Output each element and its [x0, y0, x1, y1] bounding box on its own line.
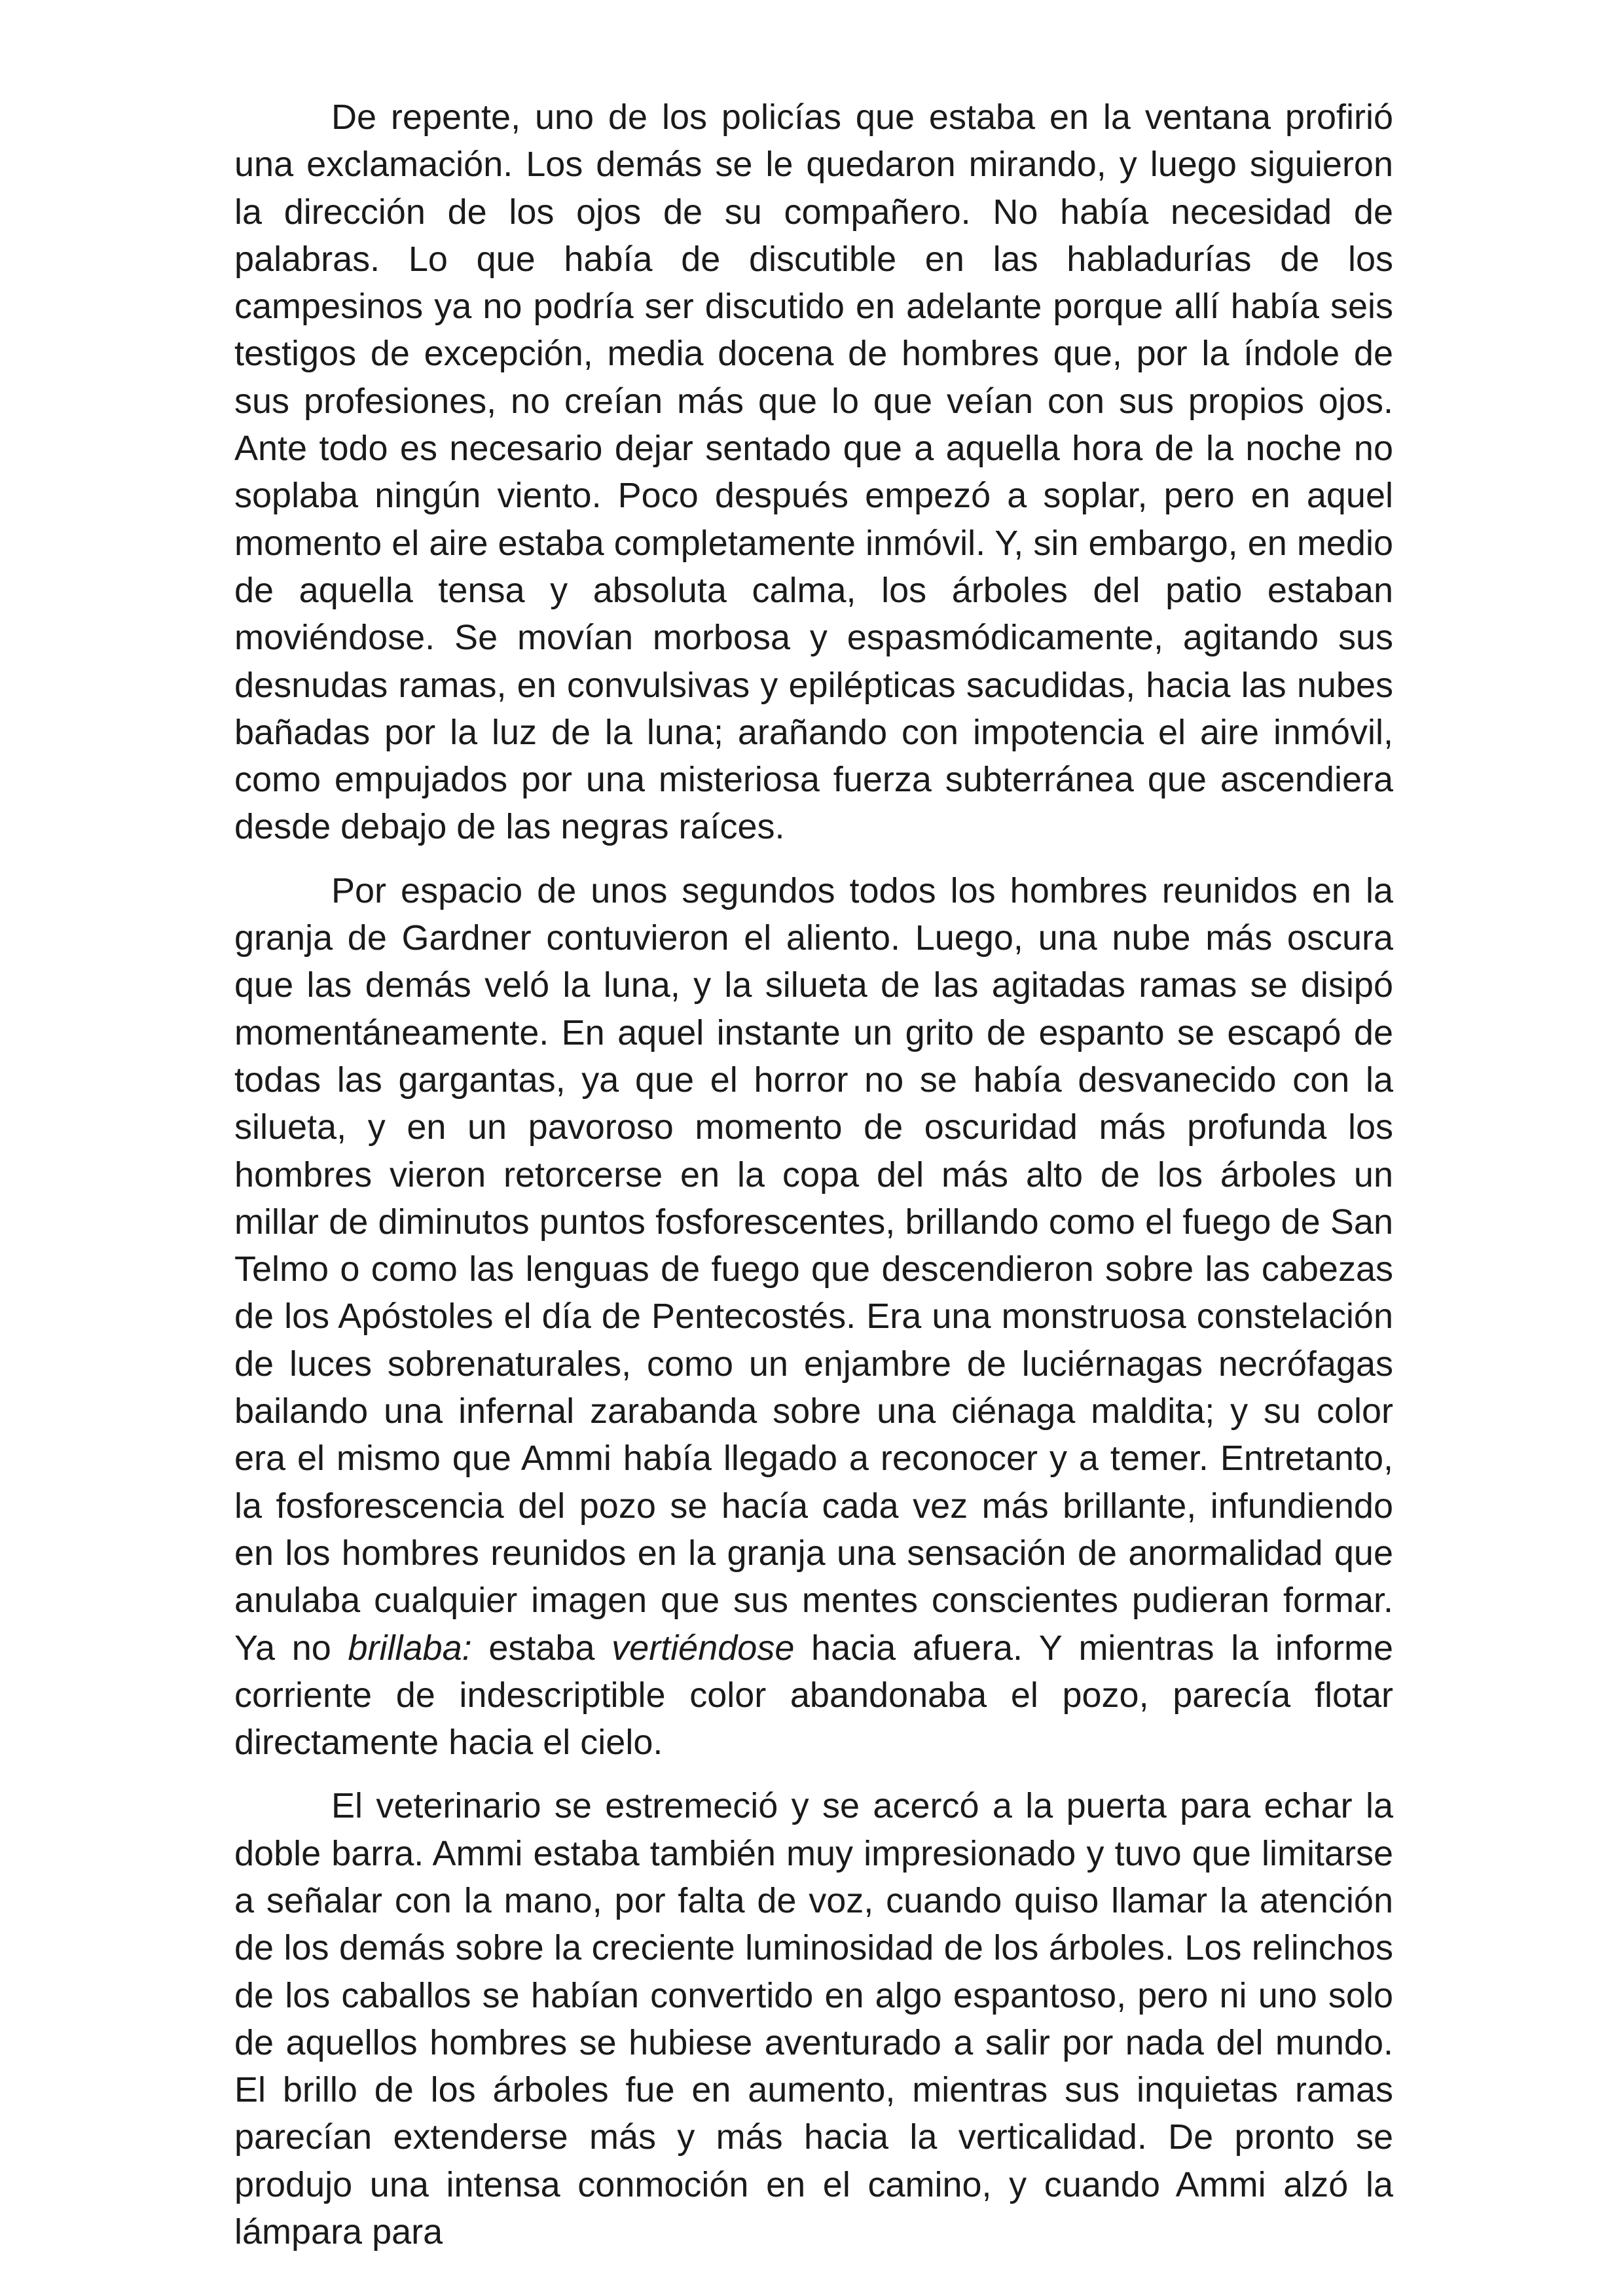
italic-word-vertiendose: vertiéndose [611, 1628, 795, 1668]
paragraph-3-text: El veterinario se estremeció y se acercó a la puerta para echar la doble barra. Ammi estaba también muy impresionado y tuvo que limitarse a señalar con la mano, por falta de voz, cuando quiso llamar la atención de los demás sobre la creciente luminosidad de los árboles. Los relinchos de los caballos se habían convertido en algo espantoso, pero ni uno solo de aquellos hombres se hubiese aventurado a salir por nada del mundo. El brillo de los árboles fue en aumento, mientras sus inquietas ramas parecían extenderse más y más hacia la verticalidad. De pronto se produjo una intensa conmoción en el camino, y cuando Ammi alzó la lámpara para [234, 1786, 1393, 2252]
paragraph-2 [234, 867, 1393, 1767]
paragraph-3 [234, 1782, 1393, 2255]
paragraph-2-text: Por espacio de unos segundos todos los hombres reunidos en la granja de Gardner contuvieron el aliento. Luego, una nube más oscura que las demás veló la luna, y la silueta de las agitadas ramas se disipó momentáneamente. En aquel instante un grito de espanto se escapó de todas las gargantas, ya que el horror no se había desvanecido con la silueta, y en un pavoroso momento de oscuridad más profunda los hombres vieron retorcerse en la copa del más alto de los árboles un millar de diminutos puntos fosforescentes, brillando como el fuego de San Telmo o como las lenguas de fuego que descendieron sobre las cabezas de los Apóstoles el día de Pentecostés. Era una monstruosa constelación de luces sobrenaturales, como un enjambre de luciérnagas necrófagas bailando una infernal zarabanda sobre una ciénaga maldita; y su color era el mismo que Ammi había llegado a reconocer y a temer. Entretanto, la fosforescencia del pozo se hacía cada vez más brillante, infundiendo en los hombres reunidos en la granja una sensación de anormalidad que anulaba cualquier imagen que sus mentes conscientes pudieran formar. Ya no [234, 870, 1393, 1668]
italic-word-brillaba: brillaba: [348, 1628, 472, 1668]
document-page [234, 94, 1393, 2272]
paragraph-1-text: De repente, uno de los policías que estaba en la ventana profirió una exclamación. Los demás se le quedaron mirando, y luego siguieron la dirección de los ojos de su compañero. No había necesidad de palabras. Lo que había de discutible en las habladurías de los campesinos ya no podría ser discutido en adelante porque allí había seis testigos de excepción, media docena de hombres que, por la índole de sus profesiones, no creían más que lo que veían con sus propios ojos. Ante todo es necesario dejar sentado que a aquella hora de la noche no soplaba ningún viento. Poco después empezó a soplar, pero en aquel momento el aire estaba completamente inmóvil. Y, sin embargo, en medio de aquella tensa y absoluta calma, los árboles del patio estaban moviéndose. Se movían morbosa y espasmódicamente, agitando sus desnudas ramas, en convulsivas y epilépticas sacudidas, hacia las nubes bañadas por la luz de la luna; arañando con impotencia el aire inmóvil, como empujados por una misteriosa fuerza subterránea que ascendiera desde debajo de las negras raíces. [234, 98, 1393, 847]
paragraph-2-text-cont: estaba [471, 1628, 612, 1668]
paragraph-1 [234, 94, 1393, 851]
paragraph-2-text-end: hacia afuera. Y mientras la informe corriente de indescriptible color abandonaba el pozo, parecía flotar directamente hacia el cielo. [234, 1628, 1393, 1763]
